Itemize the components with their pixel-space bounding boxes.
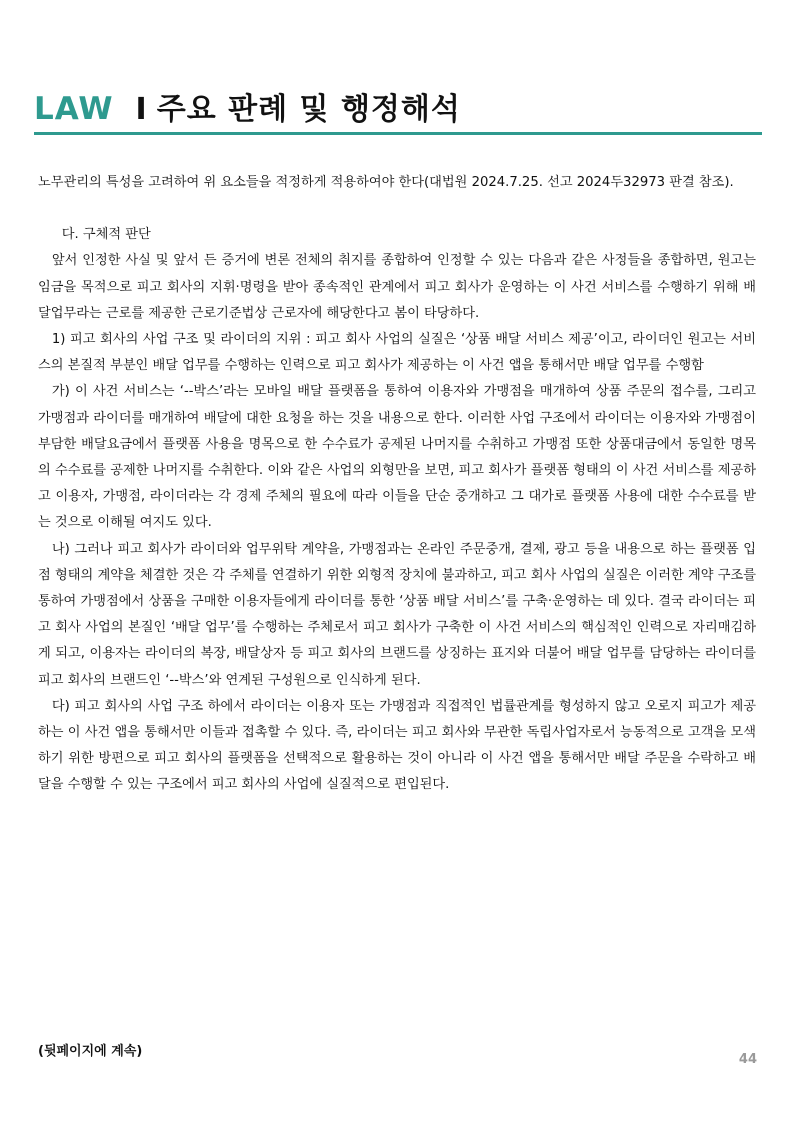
paragraph-item-1: 1) 피고 회사의 사업 구조 및 라이더의 지위 : 피고 회사 사업의 실질은 ‘상품 배달 서비스 제공’이고, 라이더인 원고는 서비스의 본질적 부분인 배달 업무를 수행하는 인력으로 피고 회사가 제공하는 이 사건 앱을 통해서만 배달 업무를 수행함 [38,332,756,374]
document-body [38,170,756,799]
header-divider [34,132,762,135]
paragraph-item-ga: 가) 이 사건 서비스는 ‘--박스’라는 모바일 배달 플랫폼을 통하여 이용자와 가맹점을 매개하여 상품 주문의 접수를, 그리고 가맹점과 라이더를 매개하여 배달에 대한 요청을 하는 것을 내용으로 한다. 이러한 사업 구조에서 라이더는 이용자와 가맹점이 부담한 배달요금에서 플랫폼 사용을 명목으로 한 수수료가 공제된 나머지를 수취하고 가맹점 또한 상품대금에서 동일한 명목의 수수료를 공제한 나머지를 수취한다. 이와 같은 사업의 외형만을 보면, 피고 회사가 플랫폼 형태의 이 사건 서비스를 제공하고 이용자, 가맹점, 라이더라는 각 경제 주체의 필요에 따라 이들을 단순 중개하고 그 대가로 플랫폼 사용에 대한 수수료를 받는 것으로 이해될 여지도 있다. [38,384,756,531]
page-header [34,84,762,128]
paragraph-intro: 노무관리의 특성을 고려하여 위 요소들을 적정하게 적용하여야 한다(대법원 2024.7.25. 선고 2024두32973 판결 참조). [38,175,734,190]
section-label: LAW [34,91,114,127]
header-title-row [34,84,762,128]
header-separator: I [135,92,147,127]
paragraph-judgment: 앞서 인정한 사실 및 앞서 든 증거에 변론 전체의 취지를 종합하여 인정할 수 있는 다음과 같은 사정들을 종합하면, 원고는 임금을 목적으로 피고 회사의 지휘·명령을 받아 종속적인 관계에서 피고 회사가 운영하는 이 사건 서비스를 수행하기 위해 배달업무라는 근로를 제공한 근로기준법상 근로자에 해당한다고 봄이 타당하다. [38,253,756,321]
continued-note: (뒷페이지에 계속) [38,1044,143,1059]
paragraph-item-da: 다) 피고 회사의 사업 구조 하에서 라이더는 이용자 또는 가맹점과 직접적인 법률관계를 형성하지 않고 오로지 피고가 제공하는 이 사건 앱을 통해서만 이들과 접촉할 수 있다. 즉, 라이더는 피고 회사와 무관한 독립사업자로서 능동적으로 고객을 모색하기 위한 방편으로 피고 회사의 플랫폼을 선택적으로 활용하는 것이 아니라 이 사건 앱을 통해서만 배달 주문을 수락하고 배달을 수행할 수 있는 구조에서 피고 회사의 사업에 실질적으로 편입된다. [38,698,756,793]
section-heading: 다. 구체적 판단 [61,227,151,243]
paragraph-item-na: 나) 그러나 피고 회사가 라이더와 업무위탁 계약을, 가맹점과는 온라인 주문중개, 결제, 광고 등을 내용으로 하는 플랫폼 입점 형태의 계약을 체결한 것은 각 주체를 연결하기 위한 외형적 장치에 불과하고, 피고 회사 사업의 실질은 이러한 계약 구조를 통하여 가맹점에서 상품을 구매한 이용자들에게 라이더를 통한 ‘상품 배달 서비스’를 구축·운영하는 데 있다. 결국 라이더는 피고 회사 사업의 본질인 ‘배달 업무’를 수행하는 주체로서 피고 회사가 구축한 이 사건 서비스의 핵심적인 인력으로 자리매김하게 되고, 이용자는 라이더의 복장, 배달상자 등 피고 회사의 브랜드를 상징하는 표지와 더불어 배달 업무를 담당하는 라이더를 피고 회사의 브랜드인 ‘--박스’와 연계된 구성원으로 인식하게 된다. [38,541,756,688]
paragraph-gap [38,196,756,222]
page-title: 주요 판례 및 행정해석 [156,92,461,127]
page-number: 44 [738,1052,757,1067]
